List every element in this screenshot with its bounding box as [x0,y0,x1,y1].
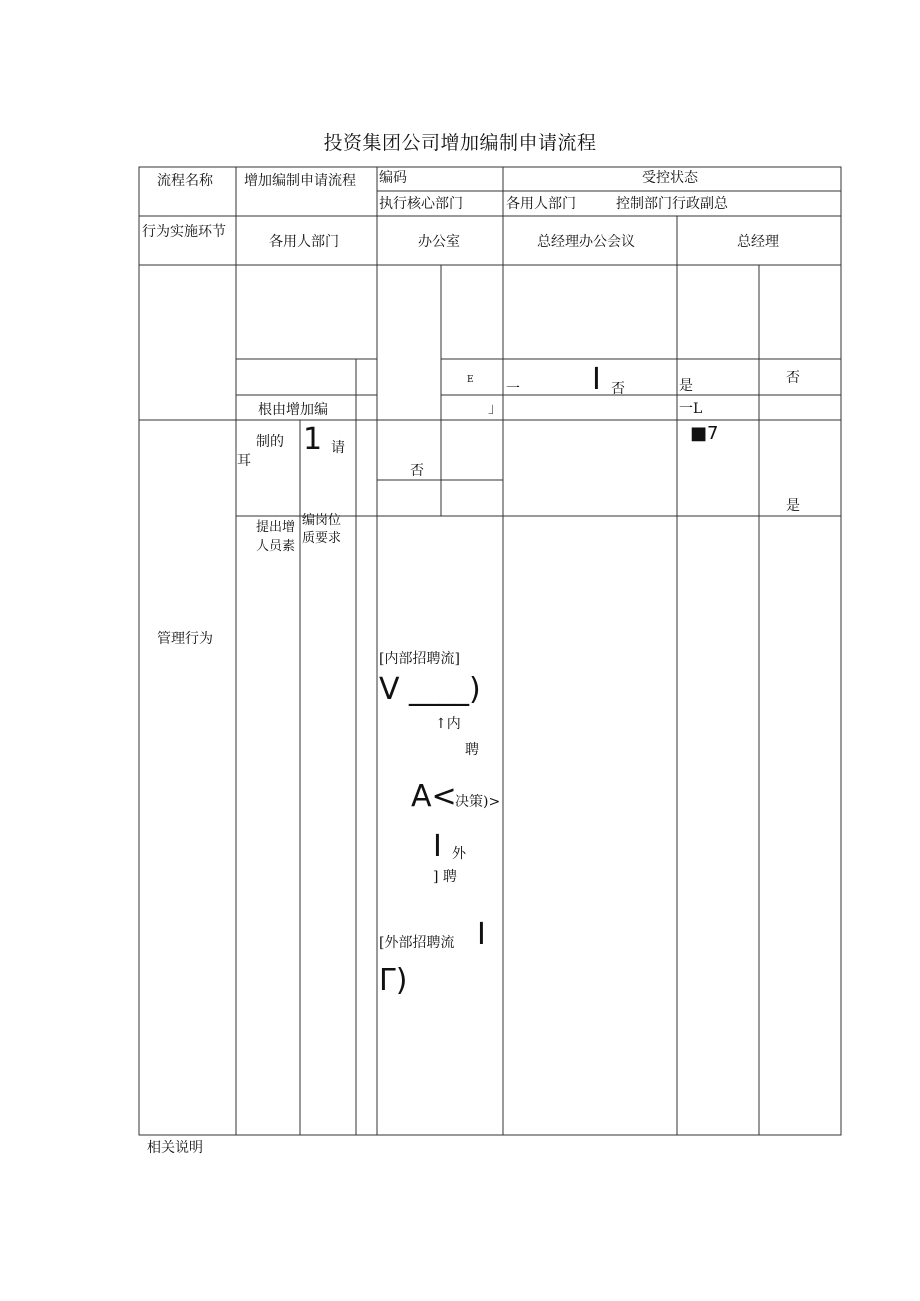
document-title: 投资集团公司增加编制申请流程 [323,132,597,154]
flow-bar: I [477,917,486,952]
flow-one: 1 [303,422,323,457]
flow-basis-text: 根由增加编 [258,402,328,418]
flow-dash-l: 一L [679,401,703,417]
flow-no: 否 [611,381,625,397]
column-header-dept: 各用人部门 [269,234,339,250]
flow-text-bian: 编岗位 [302,513,342,528]
dept-list: 各用人部门 [506,196,576,212]
flow-yes: 是 [679,378,693,394]
code-label: 编码 [379,170,407,186]
flow-bracket: 」 [488,401,502,417]
internal-recruit-label: [内部招聘流] [379,651,460,667]
flow-bar: I [433,829,442,864]
section-label: 管理行为 [157,631,213,647]
column-header-meeting: 总经理办公会议 [537,234,635,250]
flow-text-tichu-2: 人员素 [256,539,296,554]
flow-decision-text: 决策)> [455,794,501,810]
control-dept-text: 控制部门行政副总 [616,196,728,212]
flow-no: 否 [410,463,424,479]
column-header-gm: 总经理 [737,234,779,250]
control-status-label: 受控状态 [642,170,698,186]
flow-text-qing: 请 [331,440,345,456]
flow-yes: 是 [786,498,800,514]
flow-gamma: Γ) [379,963,408,998]
flow-text-zhide: 制的 [256,434,284,450]
flow-v-shape: V ____) [379,672,481,707]
flow-bar: I [592,362,601,397]
external-recruit-label: [外部招聘流 [379,935,455,951]
process-name-label: 流程名称 [157,173,213,189]
flow-text-er: 耳 [237,453,251,469]
flow-box-seven: ■7 [690,423,719,444]
flow-text-pin: 聘 [465,742,479,758]
flow-text-bian-2: 质要求 [302,531,342,546]
column-header-office: 办公室 [418,234,460,250]
flow-text-arrow-nei: ↑内 [435,716,461,732]
row-label: 行为实施环节 [142,224,226,240]
footer-note: 相关说明 [147,1140,203,1156]
flow-text-wai: 外 [452,846,466,862]
core-dept-label: 执行核心部门 [379,196,463,212]
table-border [139,167,841,1135]
flow-dash: 一 [506,381,520,397]
flow-no: 否 [786,370,800,386]
flow-a-lt: A< [411,779,457,814]
process-name-value: 增加编制申请流程 [244,173,356,189]
flow-text-bracket-pin: ] 聘 [433,869,457,885]
flow-mark-e: E [467,375,474,385]
flow-text-tichu: 提出增 [256,520,296,535]
